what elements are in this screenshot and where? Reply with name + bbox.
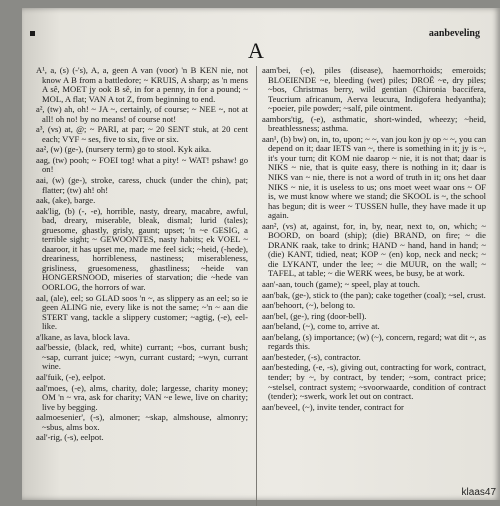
column-divider [256, 66, 257, 506]
running-head-right: aanbeveling [429, 28, 480, 39]
section-letter: A [248, 38, 264, 64]
dictionary-entry: aak, (ake), barge. [36, 196, 248, 206]
dictionary-entry: aan'besteder, (-s), contractor. [262, 353, 486, 363]
watermark: klaas47 [462, 487, 496, 498]
dictionary-entry: aal'-rig, (-s), eelpot. [36, 433, 248, 443]
dictionary-entry: aal'fuik, (-e), eelpot. [36, 373, 248, 383]
dictionary-entry: aalmoesenier', (-s), almoner; ~skap, almshouse, almonry; ~sbus, alms box. [36, 413, 248, 432]
dictionary-entry: aal'moes, (-e), alms, charity, dole; largesse, charity money; OM 'n ~ vra, ask for charity; VAN ~e lewe, live on charity; live by begging. [36, 384, 248, 413]
dictionary-entry: aan², (vs) at, against, for, in, by, near, next to, on, which; ~ BOORD, on board (ship); (die) BRAND, on fire; ~ die DRANK raak, take to drink; HAND ~ hand, hand in hand; ~ (die) KANT, tidied, neat; KOP ~ (en) kop, neck and neck; ~ die LYKANT, under the lee; ~ die MUUR, on the wall; ~ TAFEL, at table; ~ die WERK wees, be busy, be at work. [262, 222, 486, 279]
dictionary-entry: a², (tw) ah, oh! ~ JA ~, certainly, of course; ~ NEE ~, not at all! oh no! by no means! of course not! [36, 105, 248, 124]
right-column [262, 66, 486, 413]
dictionary-entry: aam'bei, (-e), piles (disease), haemorrhoids; emeroids; BLOEIENDE ~e, bleeding (wet) piles; DROË ~e, dry piles; ~bos, Christmas berry, wild gentian (Chironia baccifera, Teucrium africanum, Aerva leucura, Indigofera hedyantha); ~poeier, pile powder; ~salf, pile ointment. [262, 66, 486, 114]
bullet-mark [30, 31, 35, 36]
dictionary-entry: aal, (ale), eel; so GLAD soos 'n ~, as slippery as an eel; so ie geen ALING nie, every like is not the same; ~'n ~ aan die STERT vang, tackle a slippery customer; ~agtig, (-e), eel-like. [36, 294, 248, 332]
dictionary-entry: a³, (vs) at, @; ~ PARI, at par; ~ 20 SENT stuk, at 20 cent each; VYF ~ ses, five to six, five or six. [36, 125, 248, 144]
running-head-left [30, 28, 39, 39]
dictionary-entry: aan'besteding, (-e, -s), giving out, contracting for work, contract, tender; by ~, by contract, by tender; ~som, contract price; ~stelsel, contract system; ~svoorwaarde, condition of contract (tender); ~swerk, work let out on contract. [262, 363, 486, 401]
dictionary-entry: a'lkane, as lava, block lava. [36, 333, 248, 343]
dictionary-entry: aan'-aan, touch (game); ~ speel, play at touch. [262, 280, 486, 290]
dictionary-entry: aan'beveel, (~), invite tender, contract for [262, 403, 486, 413]
dictionary-entry: A¹, a, (s) (-'s), A, a, geen A van (voor) 'n B KEN nie, not know A B from a battledore; ~ KRUIS, A sharp; as 'n mens A sê, MOET jy ook B sê, in for a penny, in for a pound; ~ MOL, A flat; VAN A tot Z, from beginning to end. [36, 66, 248, 104]
dictionary-entry: aag, (tw) pooh; ~ FOEI tog! what a pity! ~ WAT! pshaw! go on! [36, 156, 248, 175]
dictionary-page [22, 8, 500, 500]
dictionary-entry: aan'bel, (ge-), ring (door-bell). [262, 312, 486, 322]
dictionary-entry: aan¹, (b) bw) on, in, to, upon; ~ ~, van jou kon jy op ~ ~, you can depend on it; daar IETS van ~, there is something in it; jy is ~, it's your turn; dit KOM nie daarop ~ nie, it is not that; daar is NIKS ~ nie, that is quite easy, there is nothing in it; daar is NIKS van ~ nie, there is not a word of truth in it; ons het daar NIKS ~ nie, it is useless to us; ons moet weet waar ons ~ OF is, we must know where we stand; die SKOOL is ~, the school has begun; dit is weer ~ TUSSEN hulle, they have made it up again. [262, 135, 486, 221]
dictionary-entry: aai, (w) (ge-), stroke, caress, chuck (under the chin), pat; flatter; (tw) ah! oh! [36, 176, 248, 195]
dictionary-entry: aan'behoort, (~), belong to. [262, 301, 486, 311]
dictionary-entry: aan'belang, (s) importance; (w) (~), concern, regard; wat dit ~, as regards this. [262, 333, 486, 352]
dictionary-entry: aan'bak, (ge-), stick to (the pan); cake together (coal); ~sel, crust. [262, 291, 486, 301]
dictionary-entry: aambors'tig, (-e), asthmatic, short-winded, wheezy; ~heid, breathlessness; asthma. [262, 115, 486, 134]
dictionary-entry: aak'lig, (b) (-, -e), horrible, nasty, dreary, macabre, awful, bad, dreary, miserable, bleak, dismal; lurid (tales); gruesome, ghastly, grisly, gaunt; upset; 'n ~e GESIG, a terrible sight; ~ GEWOONTES, nasty habits; ek VOEL ~ daaroor, it has upset me, made me feel sick; ~heid, (-hede), dreariness, horribleness, nastiness; miserableness, grisliness, gruesomeness, ghastliness; ~heide van HONGERSNOOD, miseries of starvation; die ~hede van OORLOG, the horrors of war. [36, 207, 248, 293]
left-column [36, 66, 248, 444]
dictionary-entry: aal'bessie, (black, red, white) currant; ~bos, currant bush; ~sap, currant juice; ~wyn, currant custard; ~wyn, currant wine. [36, 343, 248, 372]
dictionary-entry: aa², (w) (ge-), (nursery term) go to stool. Kyk aika. [36, 145, 248, 155]
dictionary-entry: aan'beland, (~), come to, arrive at. [262, 322, 486, 332]
